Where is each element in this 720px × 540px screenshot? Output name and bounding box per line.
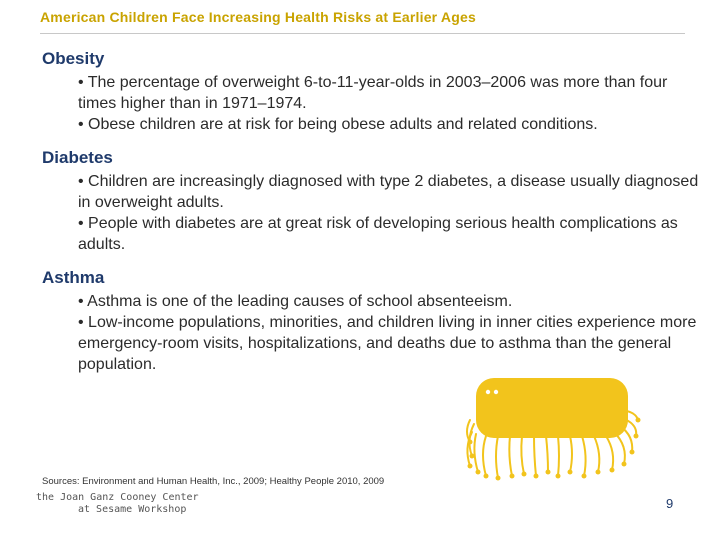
page-number: 9 — [666, 496, 674, 511]
logo-line-2: at Sesame Workshop — [78, 504, 187, 515]
bullet-item: • People with diabetes are at great risk of developing serious health complications as adults. — [78, 215, 678, 253]
bullet-item: • Low-income populations, minorities, and children living in inner cities experience more emergency-room visits, hospitalizations, and deaths due to asthma than the general population. — [78, 314, 697, 373]
bullet-item: • The percentage of overweight 6-to-11-year-olds in 2003–2006 was more than four times higher than in 1971–1974. — [78, 74, 668, 112]
section-heading-asthma: Asthma — [42, 268, 105, 287]
section-obesity — [42, 48, 702, 135]
section-asthma — [42, 267, 702, 375]
organization-logo — [36, 492, 199, 516]
slide-title: American Children Face Increasing Health Risks at Earlier Ages — [40, 9, 476, 25]
yellow-creature-icon — [462, 372, 642, 482]
sources-note: Sources: Environment and Human Health, Inc., 2009; Healthy People 2010, 2009 — [42, 476, 385, 487]
section-heading-diabetes: Diabetes — [42, 148, 113, 167]
logo-line-1: the Joan Ganz Cooney Center — [36, 492, 199, 503]
slide-content — [42, 48, 702, 387]
bullet-item: • Children are increasingly diagnosed with type 2 diabetes, a disease usually diagnosed in overweight adults. — [78, 173, 699, 211]
title-divider — [40, 33, 685, 34]
bullet-item: • Asthma is one of the leading causes of school absenteeism. — [78, 293, 513, 310]
section-diabetes — [42, 147, 702, 255]
bullet-item: • Obese children are at risk for being obese adults and related conditions. — [78, 116, 598, 133]
section-heading-obesity: Obesity — [42, 49, 105, 68]
